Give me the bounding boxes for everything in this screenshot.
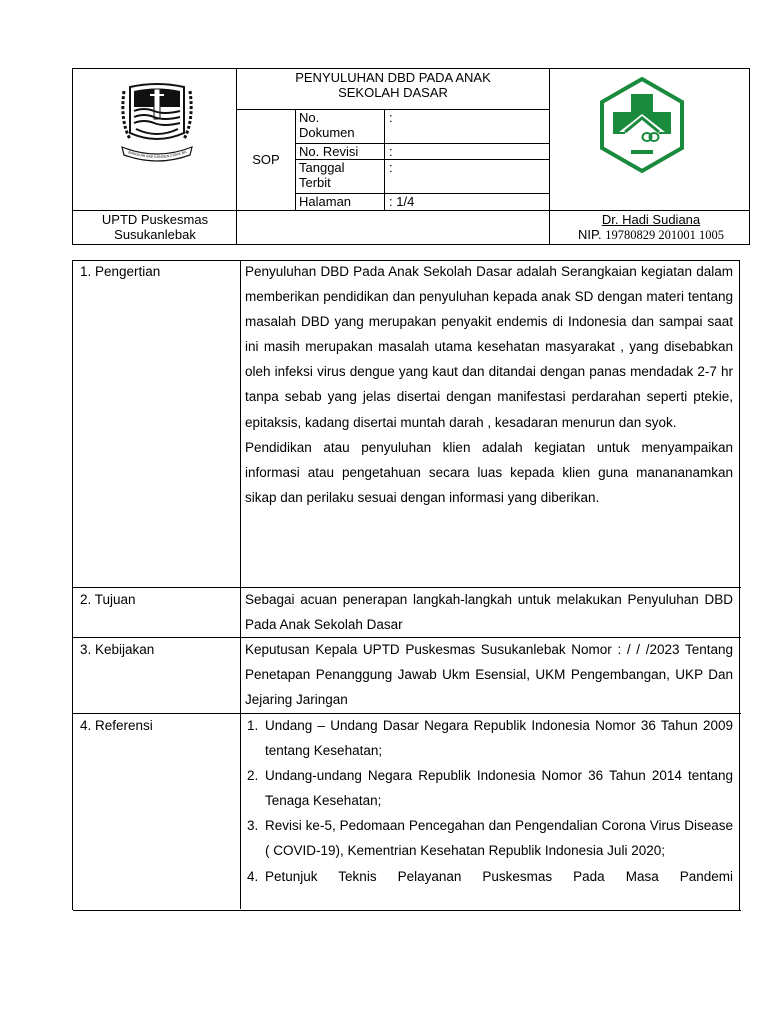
field-label-tanggal-terbit: Tanggal Terbit xyxy=(299,160,345,190)
head-of-unit-block xyxy=(552,212,750,243)
sop-header-table xyxy=(72,68,750,245)
section-body-kebijakan xyxy=(245,637,733,712)
field-value-tanggal-terbit: : xyxy=(389,160,393,175)
reference-list xyxy=(245,713,733,889)
section-label-kebijakan: 3. Kebijakan xyxy=(80,642,155,657)
section-label-pengertian: 1. Pengertian xyxy=(80,264,161,279)
sop-content-table xyxy=(72,260,740,910)
doctor-name: Dr. Hadi Sudiana xyxy=(601,212,701,227)
section-body-tujuan xyxy=(245,587,733,637)
sop-label: SOP xyxy=(252,152,280,167)
paragraph: Penyuluhan DBD Pada Anak Sekolah Dasar adalah Serangkaian kegiatan dalam memberikan pendidikan dan penyuluhan kepada anak SD dengan materi tentang masalah DBD yang merupakan penyakit endemis di Indonesia dan sampai saat ini masih merupakan masalah utama kesehatan masyarakat , yang disebabkan oleh infeksi virus dengue yang kaut dan ditandai dengan panas mendadak 2-7 hr tanpa sebab yang jelas disertai dengan manifestasi perdarahan seperti ptekie, epitaksis, kadang disertai muntah darah , kesadaran menurun dan syok. xyxy=(245,264,733,430)
header-divider xyxy=(236,69,237,245)
field-label-halaman: Halaman xyxy=(299,194,352,209)
reference-item: 2. Undang-undang Negara Republik Indonesia Nomor 36 Tahun 2014 tentang Tenaga Kesehatan; xyxy=(247,768,733,809)
unit-name: UPTD Puskesmas Susukanlebak xyxy=(101,212,209,242)
puskesmas-logo xyxy=(597,76,687,174)
reference-item: 4. Petunjuk Teknis Pelayanan Puskesmas Pada Masa Pandemi xyxy=(247,868,733,884)
document-title xyxy=(238,70,548,100)
content-divider xyxy=(240,261,241,909)
title-line: PENYULUHAN DBD PADA ANAK xyxy=(295,70,491,85)
section-label-tujuan: 2. Tujuan xyxy=(80,592,136,607)
coat-of-arms-logo xyxy=(120,81,194,167)
logo-ribbon-text: BANGKAH BAE KANGEN CIDAK BA xyxy=(127,149,188,160)
table-bottom-border xyxy=(73,910,741,911)
paragraph: Sebagai acuan penerapan langkah-langkah untuk melakukan Penyuluhan DBD Pada Anak Sekolah Dasar xyxy=(245,592,733,633)
header-divider xyxy=(73,210,749,211)
section-body-pengertian xyxy=(245,261,733,510)
field-value-no-revisi: : xyxy=(389,144,393,159)
paragraph: Pendidikan atau penyuluhan klien adalah kegiatan untuk menyampaikan informasi atau pengetahuan secara luas kepada klien guna manananamkan sikap dan perilaku sesuai dengan informasi yang diberikan. xyxy=(245,439,733,505)
header-divider xyxy=(549,69,550,245)
field-label-no-dokumen: No. Dokumen xyxy=(299,110,355,140)
title-line: SEKOLAH DASAR xyxy=(338,85,448,100)
field-value-halaman: : 1/4 xyxy=(389,194,415,209)
nip-line: NIP. 19780829 201001 1005 xyxy=(578,227,724,242)
field-label-no-revisi: No. Revisi xyxy=(299,144,359,159)
section-label-referensi: 4. Referensi xyxy=(80,718,153,733)
paragraph: Keputusan Kepala UPTD Puskesmas Susukanlebak Nomor : / / /2023 Tentang Penetapan Penanggung Jawab Ukm Esensial, UKM Pengembangan, UKP Dan Jejaring Jaringan xyxy=(245,642,733,708)
field-value-no-dokumen: : xyxy=(389,110,393,125)
reference-item: 1. Undang – Undang Dasar Negara Republik Indonesia Nomor 36 Tahun 2009 tentang Kesehatan; xyxy=(247,718,733,759)
reference-item: 3. Revisi ke-5, Pedomaan Pencegahan dan Pengendalian Corona Virus Disease ( COVID-19), Kementrian Kesehatan Republik Indonesia Juli 2020; xyxy=(247,818,733,859)
